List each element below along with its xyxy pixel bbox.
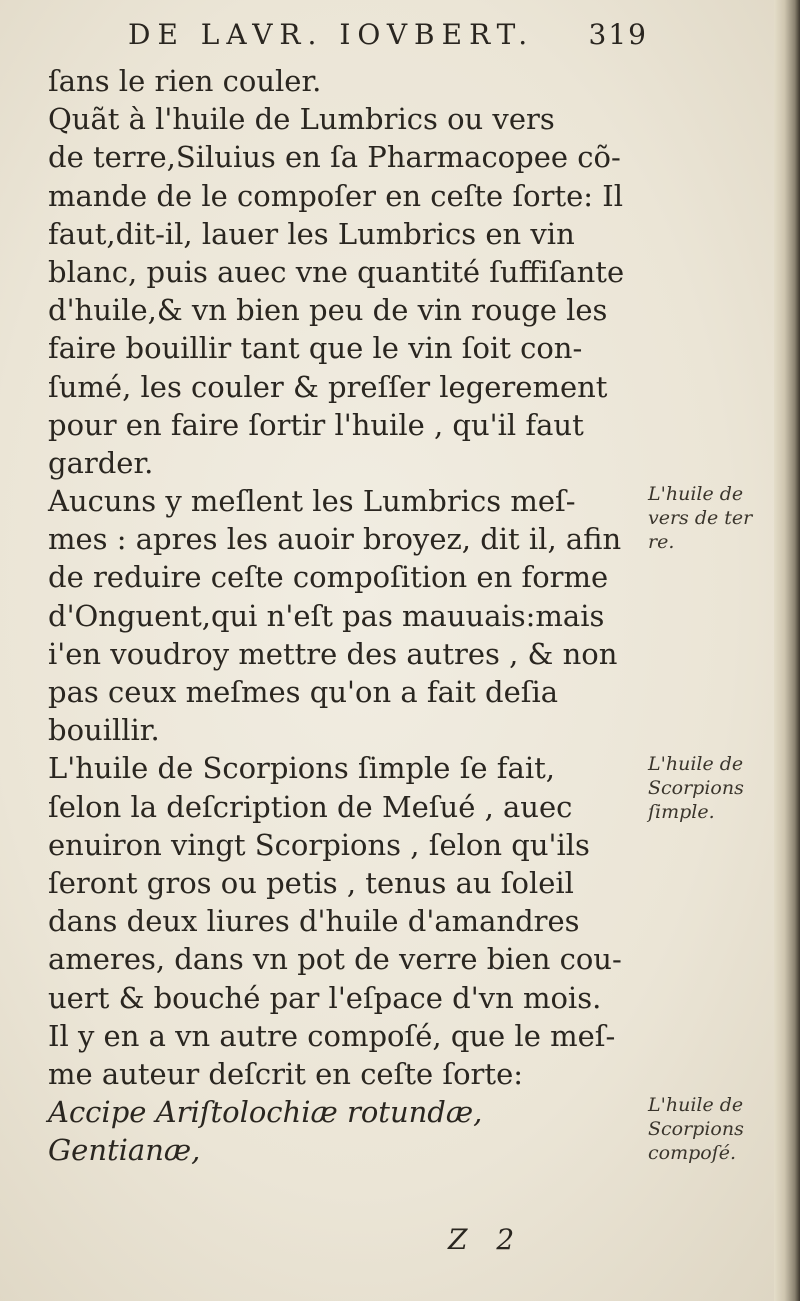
- text-line: uert & bouché par l'eſpace d'vn mois.: [48, 980, 602, 1015]
- margin-note-scorpions-compose: [648, 1093, 788, 1165]
- margin-note-huile-de-vers: [648, 482, 788, 554]
- body-text: [48, 62, 643, 1169]
- text-line: ſelon la deſcription de Meſué , auec: [48, 789, 573, 824]
- text-line: ſumé, les couler & preſſer legerement: [48, 369, 608, 404]
- text-line: Il y en a vn autre compoſé, que le meſ-: [48, 1018, 616, 1053]
- text-line: d'Onguent,qui n'eſt pas mauuais:mais: [48, 598, 605, 633]
- text-line: pour en faire ſortir l'huile , qu'il faut: [48, 407, 584, 442]
- signature-mark: Z 2: [448, 1223, 525, 1256]
- text-line: bouillir.: [48, 713, 160, 748]
- margin-note-line: Scorpions: [648, 777, 744, 799]
- text-line: ſans le rien couler.: [48, 64, 322, 98]
- text-line-latin: Accipe Ariſtolochiæ rotundæ,: [48, 1095, 483, 1130]
- page-number: 319: [588, 18, 648, 51]
- text-line: mes : apres les auoir broyez, dit il, afin: [48, 522, 622, 557]
- text-line: blanc, puis auec vne quantité ſuffiſante: [48, 254, 625, 289]
- text-line: faut,dit-il, lauer les Lumbrics en vin: [48, 216, 575, 251]
- text-line: Quãt à l'huile de Lumbrics ou vers: [48, 102, 555, 137]
- text-line: garder.: [48, 445, 154, 480]
- text-line: pas ceux meſmes qu'on a fait deſia: [48, 675, 559, 709]
- text-line: enuiron vingt Scorpions , ſelon qu'ils: [48, 827, 590, 862]
- margin-note-line: Scorpions: [648, 1118, 744, 1140]
- margin-note-scorpions-simple: [648, 752, 788, 824]
- margin-note-line: L'huile de: [648, 1094, 744, 1116]
- running-head-title: DE LAVR. IOVBERT.: [128, 18, 535, 51]
- margin-note-line: L'huile de: [648, 483, 744, 505]
- text-line: de reduire ceſte compoſition en forme: [48, 560, 609, 595]
- text-line: ameres, dans vn pot de verre bien cou-: [48, 942, 622, 977]
- text-line: faire bouillir tant que le vin ſoit con-: [48, 331, 583, 366]
- text-line: de terre,Siluius en ſa Pharmacopee cõ-: [48, 140, 621, 175]
- text-line: ſeront gros ou petis , tenus au ſoleil: [48, 865, 574, 900]
- text-line: i'en voudroy mettre des autres , & non: [48, 636, 618, 671]
- running-head: [128, 18, 648, 58]
- text-line: d'huile,& vn bien peu de vin rouge les: [48, 293, 608, 328]
- margin-note-line: L'huile de: [648, 753, 744, 775]
- text-line: me auteur deſcrit en ceſte ſorte:: [48, 1056, 524, 1091]
- margin-note-line: vers de ter: [648, 507, 753, 529]
- text-line-latin: Gentianæ,: [48, 1133, 201, 1168]
- margin-note-line: compoſé.: [648, 1142, 737, 1164]
- text-line: L'huile de Scorpions ſimple ſe fait,: [48, 751, 555, 786]
- margin-note-line: re.: [648, 531, 675, 553]
- text-line: dans deux liures d'huile d'amandres: [48, 904, 580, 939]
- text-line: Aucuns y meſlent les Lumbrics meſ-: [48, 484, 576, 519]
- text-line: mande de le compoſer en ceſte ſorte: Il: [48, 178, 624, 213]
- margin-note-line: ſimple.: [648, 801, 715, 823]
